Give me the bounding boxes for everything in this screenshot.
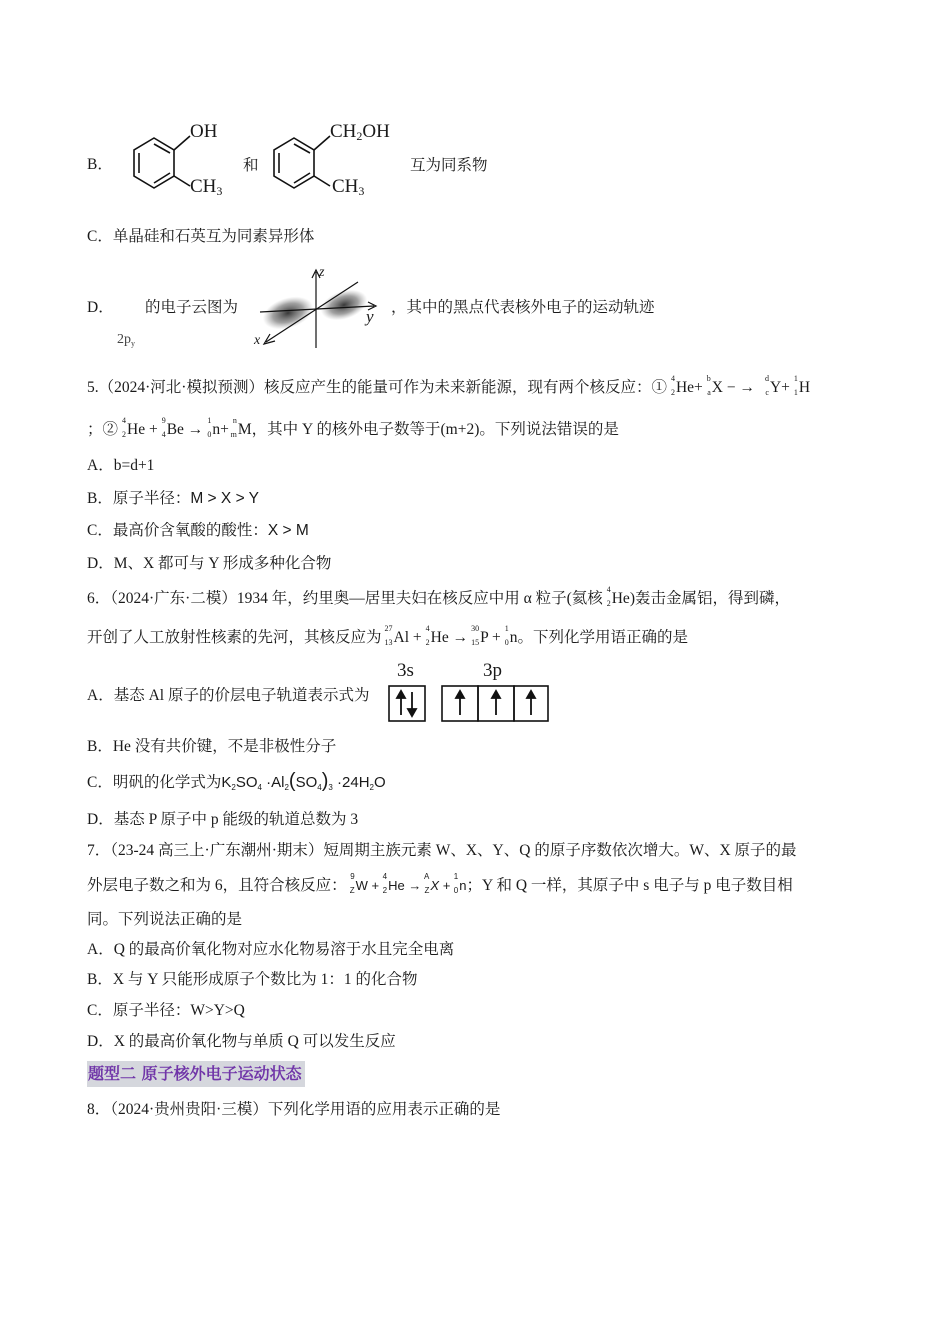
q7-stem-line2: 外层电子数之和为 6，且符合核反应： 9 Z W + 4 2 He → A Z X + 1 0 n；Y 和 Q 一样，其原子中 s 电子与 p 电子数目相 <box>87 872 793 895</box>
mol2-ch2oh: $CH_2OH$ <box>330 121 390 143</box>
option-d-pre: 的电子云图为 <box>145 299 239 316</box>
q7-option-d: D．X 的最高价氧化物与单质 Q 可以发生反应 <box>87 1033 396 1050</box>
mol1-ch3: $CH_3$ <box>190 176 223 198</box>
q7-stem-line1: 7．（23-24 高三上·广东潮州·期末）短周期主族元素 W、X、Y、Q 的原子序数依次增大。W、X 原子的最 <box>87 842 797 859</box>
q5-stem-line1: 5.（2024·河北·模拟预测）核反应产生的能量可作为未来新能源，现有两个核反应：① 4 2 He+ b a X − → d c Y+ 1 1 H <box>87 374 811 397</box>
q7-option-b: B．X 与 Y 只能形成原子个数比为 1：1 的化合物 <box>87 971 418 988</box>
q5-option-d: D．M、X 都可与 Y 形成多种化合物 <box>87 555 332 572</box>
q6-option-b: B．He 没有共价键，不是非极性分子 <box>87 738 337 755</box>
q4-option-c: C．单晶硅和石英互为同素异形体 <box>87 228 315 245</box>
q6-stem-line2: 开创了人工放射性核素的先河，其核反应为 27 13 Al + 4 2 He → 30 15 P + 1 0 n。下列化学用语正确的是 <box>87 624 689 647</box>
o-cresol-structure <box>112 118 247 208</box>
q5-option-b: B．原子半径：M > X > Y <box>87 490 259 507</box>
q6-option-d: D．基态 P 原子中 p 能级的轨道总数为 3 <box>87 811 359 828</box>
q5-option-c: C．最高价含氧酸的酸性：X > M <box>87 522 309 539</box>
q7-stem-line3: 同。下列说法正确的是 <box>87 911 243 928</box>
option-b-tail: 互为同系物 <box>410 157 488 174</box>
q5-option-a: A．b=d+1 <box>87 457 155 474</box>
q6-stem-line1: 6．（2024·广东·二模）1934 年，约里奥—居里夫妇在核反应中用 α 粒子(氦核 4 2 He)轰击金属铝，得到磷， <box>87 585 790 608</box>
section-heading: 题型二 原子核外电子运动状态 <box>87 1061 305 1087</box>
q6-option-c: C．明矾的化学式为$K_2SO_4 \cdot Al_2(SO_4)_3 \cdot 24H_2O$ <box>87 770 386 792</box>
q5-stem-line2: ；② 4 2 He + 9 4 Be → 1 0 n+ n m M，其中 Y 的核外电子数等于(m+2)。下列说法错误的是 <box>87 416 619 439</box>
orbital-2py: $2p_y$ <box>117 332 135 348</box>
q7-option-a: A．Q 的最高价氧化物对应水化物易溶于水且完全电离 <box>87 941 455 958</box>
q8-stem: 8．（2024·贵州贵阳·三模）下列化学用语的应用表示正确的是 <box>87 1101 501 1118</box>
and-text: 和 <box>243 157 259 174</box>
axis-x-label: x <box>254 333 261 348</box>
axis-y-label: y <box>366 307 374 326</box>
q6-option-a: A．基态 Al 原子的价层电子轨道表示式为 <box>87 687 370 704</box>
q7-option-c: C．原子半径：W>Y>Q <box>87 1002 245 1019</box>
mol1-oh: OH <box>190 121 218 142</box>
option-b-label: B． <box>87 156 113 173</box>
orbital-label-3p: 3p <box>483 660 502 681</box>
option-d-tail: ，其中的黑点代表核外电子的运动轨迹 <box>391 299 655 316</box>
axis-z-label: z <box>319 265 325 280</box>
mol2-ch3: $CH_3$ <box>332 176 365 198</box>
option-d-label: D． <box>87 299 114 316</box>
orbital-label-3s: 3s <box>397 660 414 681</box>
orbital-diagram <box>388 684 553 724</box>
